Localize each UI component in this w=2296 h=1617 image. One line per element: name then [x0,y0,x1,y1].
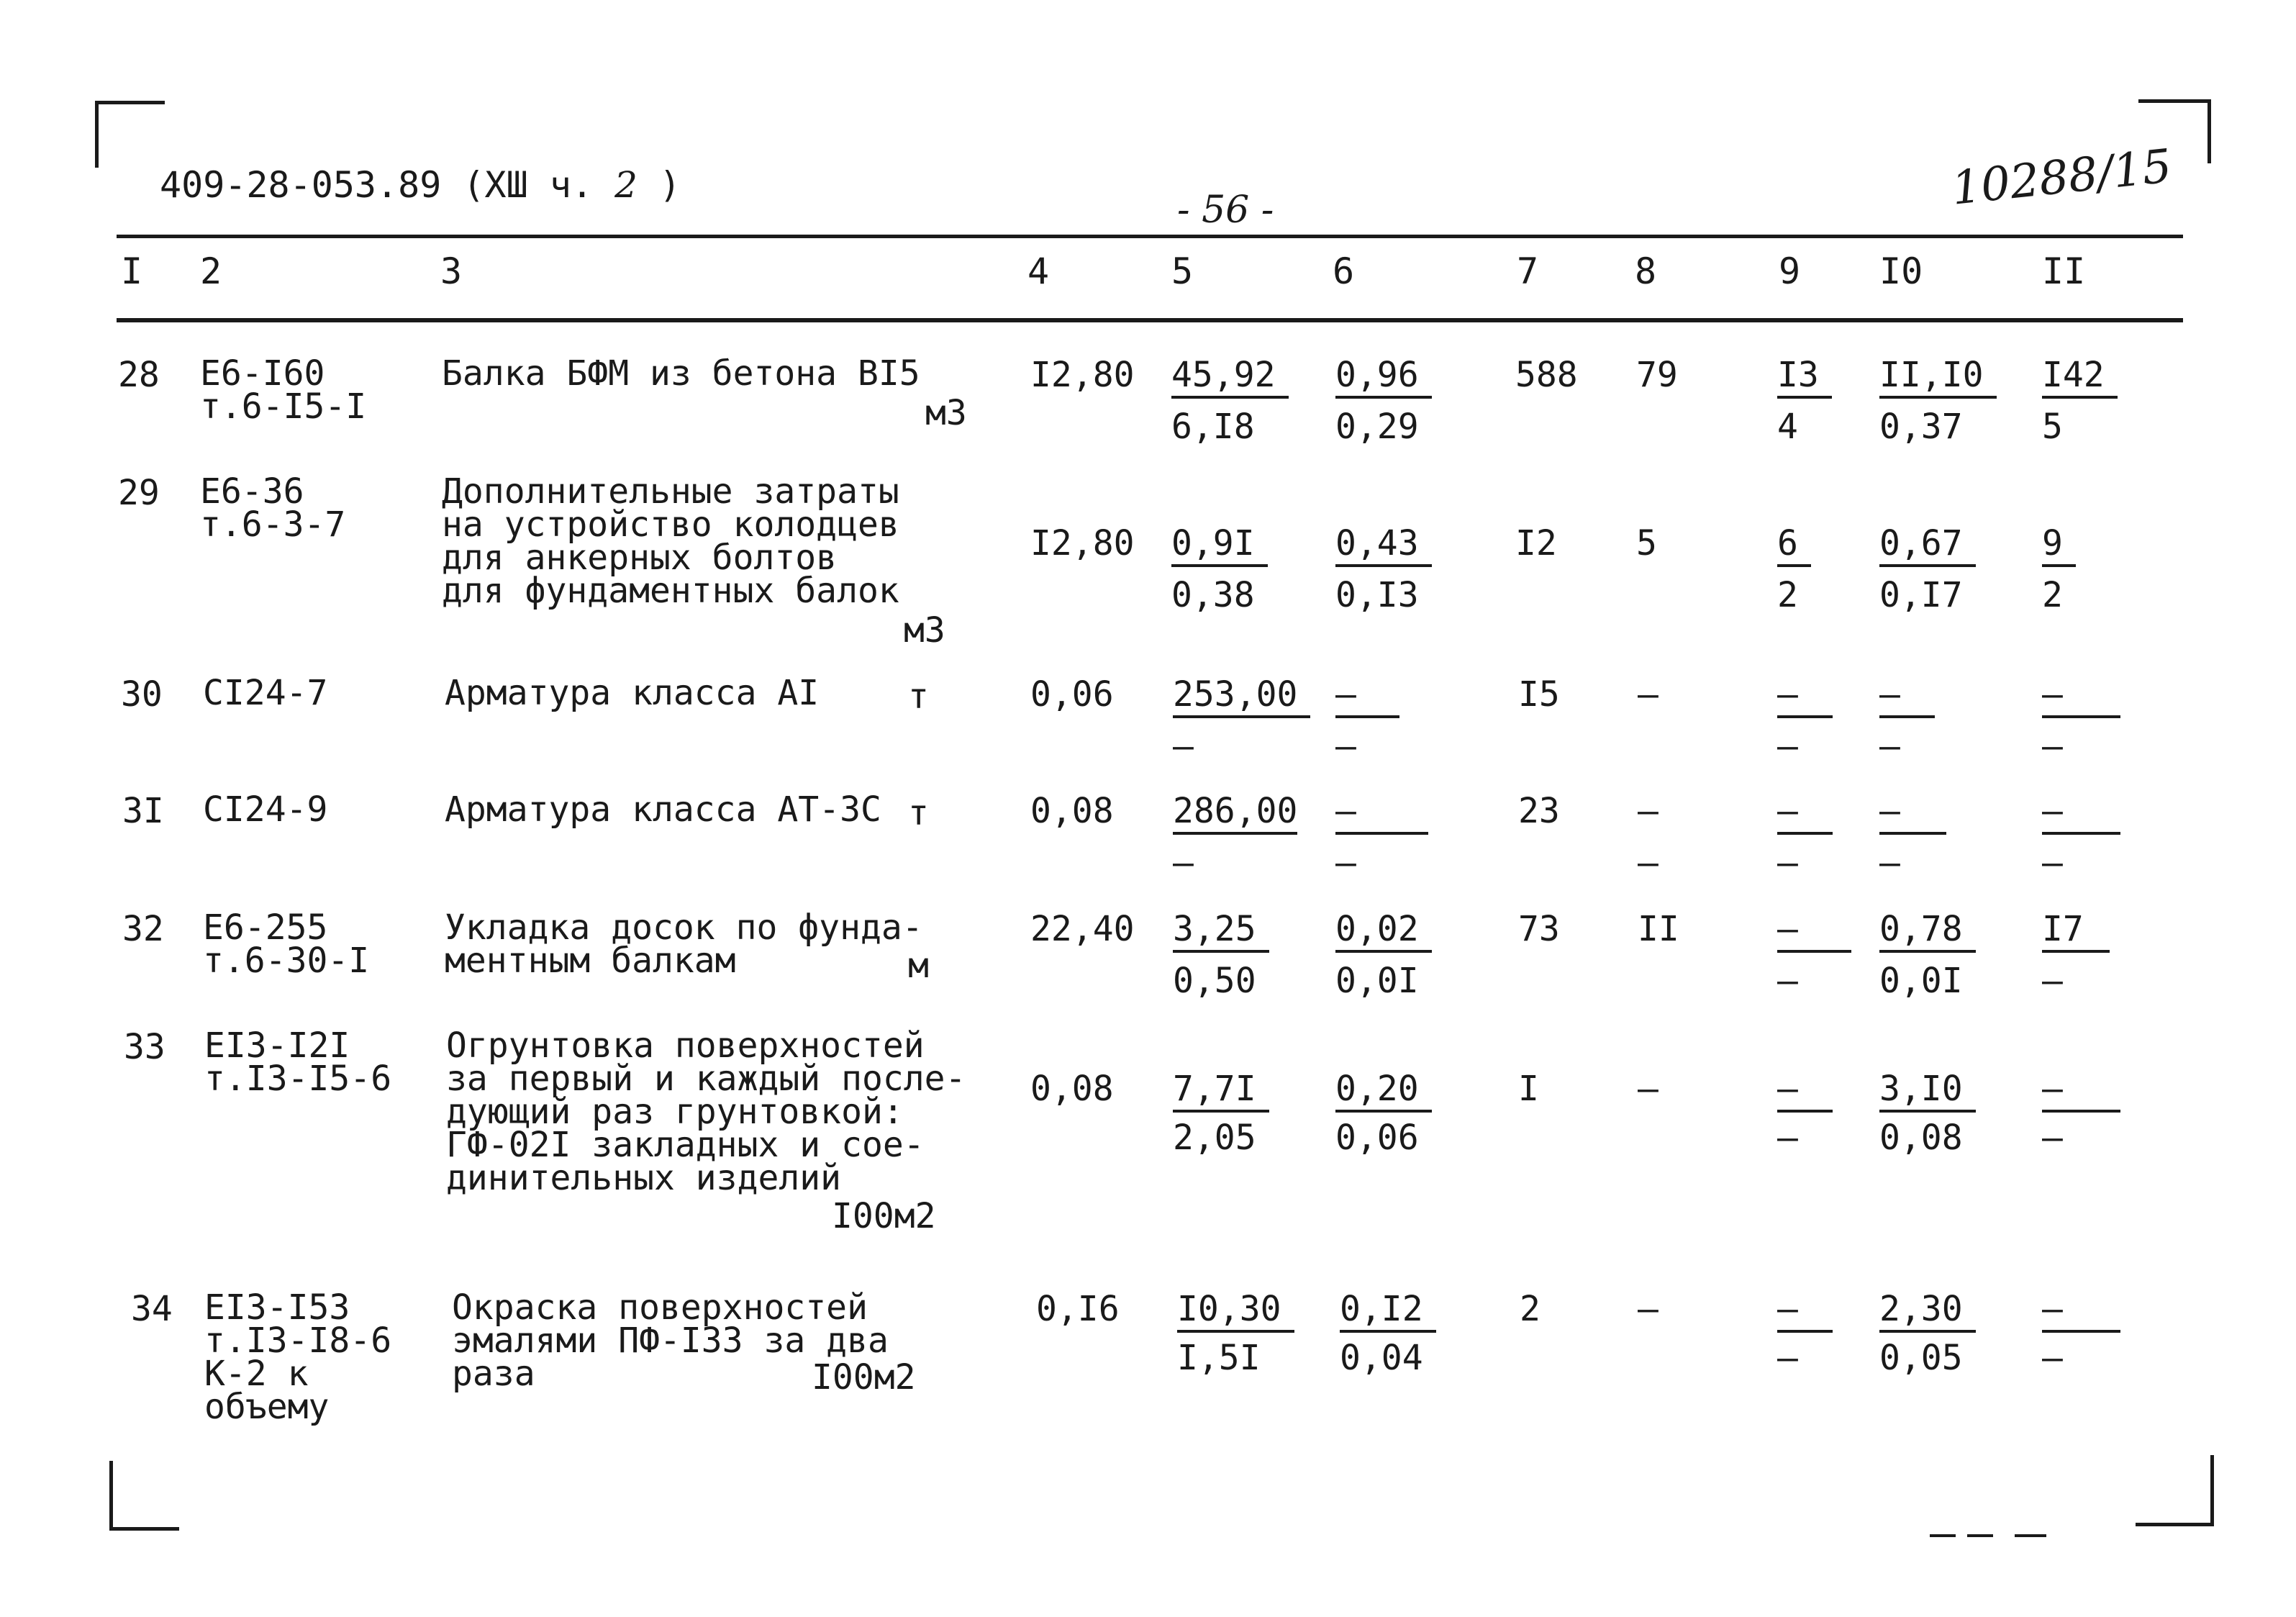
value-top: – [1777,793,1833,835]
value-bottom: 0,04 [1340,1338,1423,1378]
value-top: 7,7I [1173,1071,1269,1113]
row-number: 3I [122,791,164,831]
value: 73 [1518,909,1560,949]
value: 588 [1515,355,1578,395]
work-description: Укладка досок по фунда- ментным балкам [445,907,923,981]
row-number: 29 [118,473,160,513]
value: – [1638,1289,1659,1329]
value-bottom: – [2042,961,2063,1001]
value-top: – [1879,793,1946,835]
value-bottom: I,5I [1177,1338,1261,1378]
column-number: 4 [1027,250,1050,292]
value: – [1638,674,1659,715]
document-part: 2 [614,164,637,206]
value-bottom: – [1335,726,1356,766]
column-number: 6 [1333,250,1355,292]
value-top: I0,30 [1177,1291,1294,1333]
value: – [1638,791,1659,831]
value: 5 [1636,523,1657,563]
value-bottom: – [2042,843,2063,883]
value-bottom: – [1777,1118,1798,1158]
value-top: – [2042,793,2120,835]
value-top: – [1777,1291,1833,1333]
norm-code: СI24-7 [203,673,328,713]
value-top: – [1879,676,1935,718]
column-number: II [2042,250,2086,292]
value-bottom: – [2042,1338,2063,1378]
norm-code: СI24-9 [203,789,328,830]
value-top: 0,96 [1335,357,1432,399]
row-number: 30 [121,674,163,715]
value-top: – [1335,676,1399,718]
row-number: 28 [118,355,160,395]
corner-bottom-right [2136,1455,2214,1526]
value-bottom: 0,05 [1879,1338,1963,1378]
column-number: 3 [440,250,463,292]
value: I5 [1518,674,1560,715]
value-bottom: 5 [2042,407,2063,447]
unit: м [908,946,929,986]
corner-top-left [95,101,165,168]
value-top: I42 [2042,357,2118,399]
value-top: II,I0 [1879,357,1997,399]
value-bottom: – [1173,843,1194,883]
column-number: I0 [1879,250,1923,292]
value-top: 0,67 [1879,525,1976,567]
value-top: 9 [2042,525,2076,567]
value-top: 0,02 [1335,911,1432,953]
quantity: I2,80 [1030,523,1135,563]
value-bottom: – [1173,726,1194,766]
value-bottom: 0,0I [1879,961,1963,1001]
value-bottom: – [1879,843,1900,883]
quantity: I2,80 [1030,355,1135,395]
value-top: 286,00 [1173,793,1297,835]
scan-dash [1967,1534,1993,1537]
value-bottom: 0,I7 [1879,575,1963,615]
value: 23 [1518,791,1560,831]
norm-code: Е6-I60 т.6-I5-I [200,353,367,427]
work-description: Арматура класса АТ-3С [445,789,881,830]
value-bottom: 0,38 [1171,575,1255,615]
column-number: 2 [200,250,222,292]
value-bottom: – [1777,726,1798,766]
value-bottom: 6,I8 [1171,407,1255,447]
value-top: – [2042,1071,2120,1113]
value-bottom: – [1335,843,1356,883]
unit: I00м2 [832,1196,936,1236]
document-code [160,164,681,206]
unit: т [908,793,929,833]
value: – [1638,1069,1659,1109]
value-top: – [1777,911,1851,953]
value-top: 0,78 [1879,911,1976,953]
page-number: - 56 - [1177,189,1274,232]
column-number: I [121,250,143,292]
scan-dash [2015,1534,2046,1537]
column-number: 7 [1517,250,1539,292]
work-description: Огрунтовка поверхностей за первый и каждый после- дующий раз грунтовкой: ГФ-02I закладных и сое- динительных изделий [446,1025,966,1198]
quantity: 22,40 [1030,909,1135,949]
value-top: I3 [1777,357,1832,399]
value-bottom: 0,0I [1335,961,1419,1001]
value-top: 45,92 [1171,357,1289,399]
quantity: 0,I6 [1036,1289,1120,1329]
value-top: 0,9I [1171,525,1268,567]
value-bottom: – [1777,961,1798,1001]
work-description: Балка БФМ из бетона BI5 [442,353,920,394]
value-bottom: – [1777,1338,1798,1378]
value-bottom: 2 [2042,575,2063,615]
value-bottom: 0,06 [1335,1118,1419,1158]
corner-bottom-left [109,1461,179,1531]
unit: м3 [904,610,945,651]
value-bottom: 4 [1777,407,1798,447]
inventory-number: 10288/15 [1948,140,2174,216]
value-top: 3,I0 [1879,1071,1976,1113]
document-code-main: 409-28-053.89 (ХШ ч. [160,164,594,206]
value-bottom: – [1777,843,1798,883]
value-bottom: 2 [1777,575,1798,615]
value-top: I7 [2042,911,2110,953]
row-number: 33 [124,1027,165,1067]
value: 79 [1636,355,1678,395]
value-top: – [1777,676,1833,718]
value-bottom: 0,I3 [1335,575,1419,615]
value-bottom: – [1879,726,1900,766]
value-top: – [2042,676,2120,718]
row-number: 32 [122,909,164,949]
header-rule-top [117,235,2183,238]
value-top: 0,20 [1335,1071,1432,1113]
value-bottom: 0,08 [1879,1118,1963,1158]
value-bottom: 2,05 [1173,1118,1256,1158]
work-description: Арматура класса АI [445,673,820,713]
unit: т [908,676,929,717]
column-number: 5 [1171,250,1194,292]
row-number: 34 [131,1289,173,1329]
work-description: Окраска поверхностей эмалями ПФ-I33 за два раза [452,1287,889,1394]
quantity: 0,08 [1030,791,1114,831]
value-top: 0,43 [1335,525,1432,567]
header-rule-bottom [117,318,2183,322]
value-top: 253,00 [1173,676,1310,718]
value-top: – [2042,1291,2120,1333]
value-bottom: 0,29 [1335,407,1419,447]
work-description: Дополнительные затраты на устройство колодцев для анкерных болтов для фундаментных балок [442,471,899,611]
value-top: 2,30 [1879,1291,1976,1333]
column-number: 9 [1779,250,1801,292]
value-top: – [1777,1071,1833,1113]
value: I [1518,1069,1539,1109]
value-bottom: – [2042,1118,2063,1158]
unit: м3 [925,393,967,433]
value: – [1638,843,1659,883]
value: I2 [1515,523,1557,563]
value-bottom: 0,37 [1879,407,1963,447]
value-bottom: 0,50 [1173,961,1256,1001]
value: 2 [1520,1289,1541,1329]
norm-code: ЕI3-I53 т.I3-I8-6 К-2 к объему [204,1287,392,1427]
value-bottom: – [2042,726,2063,766]
unit: I00м2 [812,1357,916,1398]
norm-code: ЕI3-I2I т.I3-I5-6 [204,1025,392,1099]
document-code-close: ) [659,164,681,206]
quantity: 0,06 [1030,674,1114,715]
quantity: 0,08 [1030,1069,1114,1109]
norm-code: Е6-36 т.6-3-7 [200,471,346,545]
column-number: 8 [1635,250,1657,292]
norm-code: Е6-255 т.6-30-I [203,907,370,981]
value-top: 3,25 [1173,911,1269,953]
scan-dash [1930,1534,1956,1537]
value: II [1638,909,1679,949]
value-top: – [1335,793,1428,835]
value-top: 0,I2 [1340,1291,1436,1333]
value-top: 6 [1777,525,1811,567]
